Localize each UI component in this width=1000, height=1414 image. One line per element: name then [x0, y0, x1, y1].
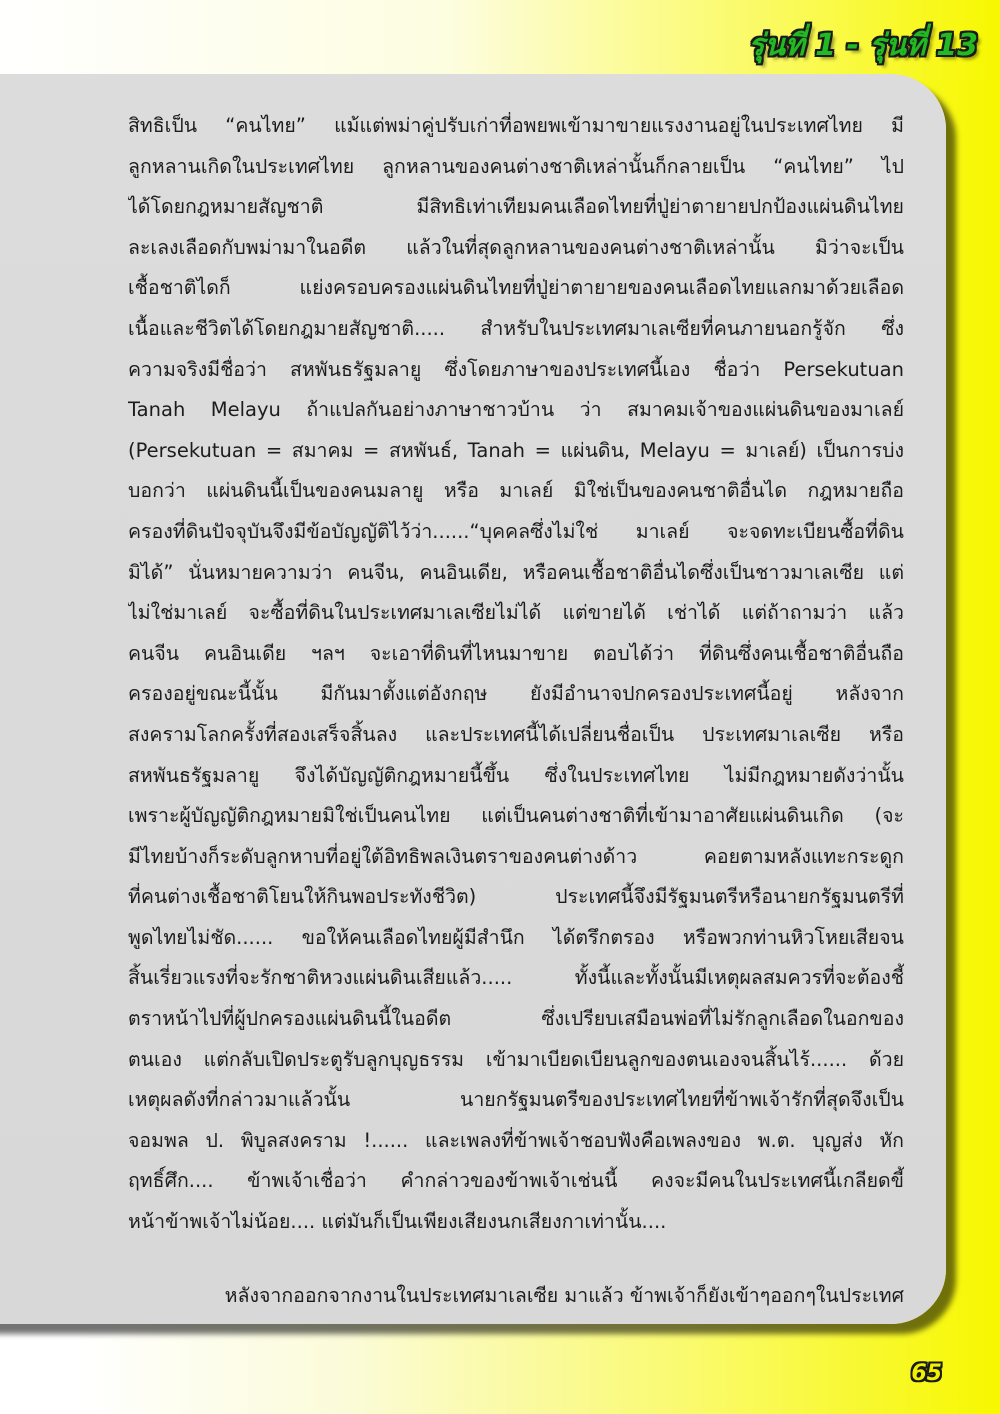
body-line: (Persekutuan = สมาคม = สหพันธ์, Tanah = แผ่นดิน, Melayu = มาเลย์) เป็นการบ่ง: [128, 438, 904, 462]
body-line: เพราะผู้บัญญัติกฎหมายมิใช่เป็นคนไทย แต่เป็นคนต่างชาติที่เข้ามาอาศัยแผ่นดินเกิด (จะ: [128, 804, 904, 828]
body-line: ความจริงมีชื่อว่า สหพันธรัฐมลายู ซึ่งโดยภาษาของประเทศนี้เอง ชื่อว่า Persekutuan: [128, 357, 904, 381]
body-line: คนจีน คนอินเดีย ฯลฯ จะเอาที่ดินที่ไหนมาขาย ตอบได้ว่า ที่ดินซึ่งคนเชื้อชาติอื่นถือ: [128, 641, 904, 665]
body-line: ครองอยู่ขณะนี้นั้น มีกันมาตั้งแต่อังกฤษ ยังมีอำนาจปกครองประเทศนี้อยู่ หลังจาก: [128, 682, 904, 706]
body-line: สิทธิเป็น “คนไทย” แม้แต่พม่าคู่ปรับเก่าที่อพยพเข้ามาขายแรงงานอยู่ในประเทศไทย มี: [128, 114, 904, 137]
body-line: ที่คนต่างเชื้อชาติโยนให้กินพอประทังชีวิต) ประเทศนี้จึงมีรัฐมนตรีหรือนายกรัฐมนตรีที่: [128, 885, 904, 909]
body-line: สหพันธรัฐมลายู จึงได้บัญญัติกฎหมายนี้ขึ้น ซึ่งในประเทศไทย ไม่มีกฎหมายดังว่านั้น: [128, 763, 904, 787]
body-line: ได้โดยกฎหมายสัญชาติ มีสิทธิเท่าเทียมคนเลือดไทยที่ปู่ย่าตายายปกป้องแผ่นดินไทย: [128, 195, 904, 219]
body-line: สงครามโลกครั้งที่สองเสร็จสิ้นลง และประเทศนี้ได้เปลี่ยนชื่อเป็น ประเทศมาเลเซีย หรือ: [128, 722, 904, 746]
body-line: ตราหน้าไปที่ผู้ปกครองแผ่นดินนี้ในอดีต ซึ่งเปรียบเสมือนพ่อที่ไม่รักลูกเลือดในอกของ: [128, 1007, 904, 1031]
page-number: 65: [911, 1361, 942, 1386]
body-line: มีไทยบ้างก็ระดับลูกหาบที่อยู่ใต้อิทธิพลเงินตราของคนต่างด้าว คอยตามหลังแทะกระดูก: [128, 844, 904, 868]
body-line: ครองที่ดินปัจจุบันจึงมีข้อบัญญัติไว้ว่า......“บุคคลซึ่งไม่ใช่ มาเลย์ จะจดทะเบียนซื้อที่ดิน: [128, 519, 904, 543]
body-line: ละเลงเลือดกับพม่ามาในอดีต แล้วในที่สุดลูกหลานของคนต่างชาติเหล่านั้น มิว่าจะเป็น: [128, 235, 904, 259]
body-line: บอกว่า แผ่นดินนี้เป็นของคนมลายู หรือ มาเลย์ มิใช่เป็นของคนชาติอื่นได กฎหมายถือ: [128, 479, 904, 503]
closing-paragraph: หลังจากออกจากงานในประเทศมาเลเซีย มาแล้ว ข้าพเจ้าก็ยังเข้าๆออกๆในประเทศ: [224, 1284, 904, 1307]
body-line: มิได้” นั่นหมายความว่า คนจีน, คนอินเดีย, หรือคนเชื้อชาติอื่นไดซึ่งเป็นชาวมาเลเซีย แต่: [128, 560, 904, 584]
body-line: สิ้นเรี่ยวแรงที่จะรักชาติหวงแผ่นดินเสียแล้ว..... ทั้งนี้และทั้งนั้นมีเหตุผลสมควรที่จะต้องชี้: [128, 966, 904, 990]
page-header-title: รุ่นที่ 1 - รุ่นที่ 13: [748, 28, 978, 63]
body-line: ฤทธิ์ศึก.... ข้าพเจ้าเชื่อว่า คำกล่าวของข้าพเจ้าเช่นนี้ คงจะมีคนในประเทศนี้เกลียดขี้: [128, 1169, 904, 1193]
body-line: จอมพล ป. พิบูลสงคราม !...... และเพลงที่ข้าพเจ้าชอบฟังคือเพลงของ พ.ต. บุญส่ง หัก: [128, 1128, 904, 1152]
body-line: หน้าข้าพเจ้าไม่น้อย.... แต่มันก็เป็นเพียงเสียงนกเสียงกาเท่านั้น....: [128, 1210, 667, 1234]
body-line: พูดไทยไม่ชัด...... ขอให้คนเลือดไทยผู้มีสำนึก ได้ตรึกตรอง หรือพวกท่านหิวโหยเสียจน: [128, 925, 904, 949]
body-line: เชื้อชาติไดก็ แย่งครอบครองแผ่นดินไทยที่ปู่ย่าตายายของคนเลือดไทยแลกมาด้วยเลือด: [128, 276, 904, 300]
body-line: ตนเอง แต่กลับเปิดประตูรับลูกบุญธรรม เข้ามาเบียดเบียนลูกของตนเองจนสิ้นไร้...... ด้วย: [128, 1047, 904, 1071]
body-line: เหตุผลดังที่กล่าวมาแล้วนั้น นายกรัฐมนตรีของประเทศไทยที่ข้าพเจ้ารักที่สุดจึงเป็น: [128, 1088, 904, 1112]
body-text: [128, 106, 904, 1243]
body-line: ไม่ใช่มาเลย์ จะซื้อที่ดินในประเทศมาเลเซียไม่ได้ แต่ขายได้ เช่าได้ แต่ถ้าถามว่า แล้ว: [128, 601, 904, 625]
body-line: Tanah Melayu ถ้าแปลกันอย่างภาษาชาวบ้าน ว่า สมาคมเจ้าของแผ่นดินของมาเลย์: [128, 398, 904, 422]
body-line: เนื้อและชีวิตได้โดยกฎมายสัญชาติ..... สำหรับในประเทศมาเลเซียที่คนภายนอกรู้จัก ซึ่ง: [128, 316, 904, 340]
body-line: ลูกหลานเกิดในประเทศไทย ลูกหลานของคนต่างชาติเหล่านั้นก็กลายเป็น “คนไทย” ไป: [128, 154, 904, 178]
